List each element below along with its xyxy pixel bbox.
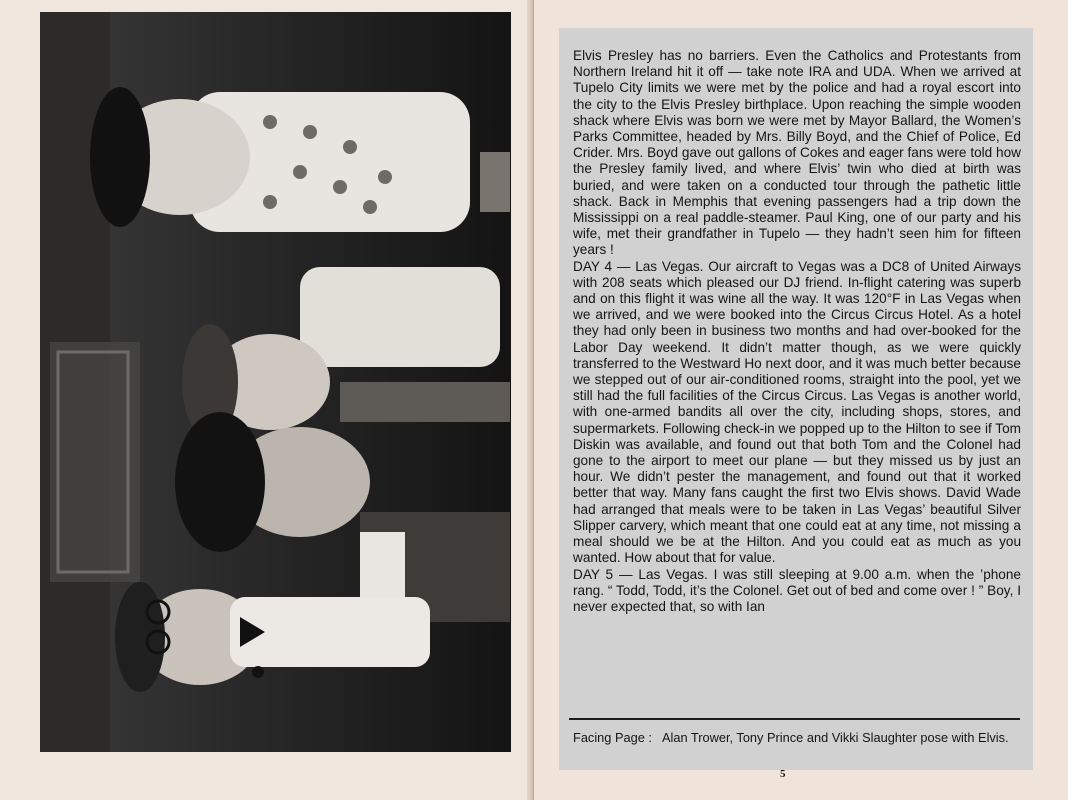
- photo-elvis-group-icon: [40, 12, 511, 752]
- caption-divider: [569, 718, 1020, 720]
- photo-caption: [573, 730, 1021, 746]
- article-paragraph: DAY 5 — Las Vegas. I was still sleeping at 9.00 a.m. when the ’phone rang. “ Todd, Todd, it’s the Colonel. Get out of bed and come over ! ” Boy, I never expected that, so with Ian: [573, 566, 1021, 614]
- caption-label: Facing Page :: [573, 730, 652, 745]
- page-number: 5: [780, 768, 786, 780]
- caption-text: Alan Trower, Tony Prince and Vikki Slaughter pose with Elvis.: [661, 730, 1009, 745]
- group-photo: [40, 12, 511, 752]
- article-body: [573, 48, 1021, 615]
- article-paragraph: Elvis Presley has no barriers. Even the Catholics and Protestants from Northern Ireland hit it off — take note IRA and UDA. When we arrived at Tupelo City limits we were met by the police and had a royal escort into the city to the Elvis Presley birthplace. Upon reaching the simple wooden shack where Elvis was born we were met by Mayor Ballard, the Women’s Parks Committee, headed by Mrs. Billy Boyd, and the Chief of Police, Ed Crider. Mrs. Boyd gave out gallons of Cokes and eager fans were told how the Presley family lived, and where Elvis’ twin who died at birth was buried, and were taken on a conducted tour through the pathetic little shack. Back in Memphis that evening passengers had a trip down the Mississippi on a real paddle-steamer. Paul King, one of our party and his wife, met their grandfather in Tupelo — they hadn’t seen him for fifteen years !: [573, 48, 1021, 258]
- article-paragraph: DAY 4 — Las Vegas. Our aircraft to Vegas was a DC8 of United Airways with 208 seats which pleased our DJ friend. In-flight catering was superb and on this flight it was wine all the way. It was 120°F in Las Vegas when we arrived, and we were booked into the Circus Circus Hotel. As a hotel they had only been in business two months and had over-booked for the Labor Day weekend. It didn’t matter though, as we were quickly transferred to the Westward Ho next door, and it was much better because we stepped out of our air-conditioned rooms, straight into the pool, yet we still had the full facilities of the Circus Circus. Las Vegas is another world, with one-armed bandits all over the city, including shops, stores, and supermarkets. Following check-in we popped up to the Hilton to see if Tom Diskin was available, and found out that both Tom and the Colonel had gone to the airport to meet our plane — but they missed us by just an hour. We didn’t pester the management, and found out that it worked better that way. Many fans caught the first two Elvis shows. David Wade had arranged that meals were to be taken in Las Vegas’ beautiful Silver Slipper carvery, which meant that one could eat at any time, not missing a meal should we be at the Hilton. And you could eat as much as you wanted. How about that for value.: [573, 258, 1021, 566]
